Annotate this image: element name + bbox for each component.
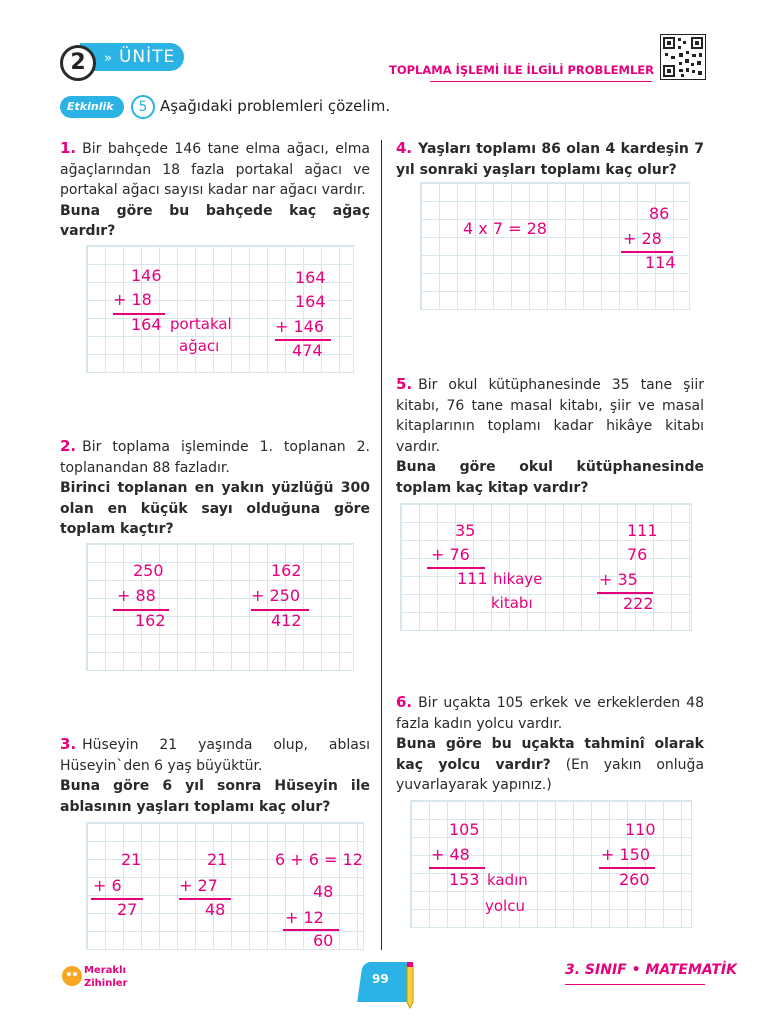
- work-value: 48: [313, 882, 334, 901]
- logo-line-2: Zihinler: [84, 978, 128, 989]
- problem-number: 6.: [396, 693, 413, 711]
- work-value: 110: [625, 820, 656, 839]
- work-value: 35: [455, 521, 476, 540]
- problem-number: 4.: [396, 139, 413, 157]
- logo-line-1: Meraklı: [84, 965, 126, 976]
- problem-question: Birinci toplanan en yakın yüzlüğü 300 olan en küçük sayı olduğuna göre toplam kaçtır?: [60, 480, 370, 537]
- work-value: + 146: [275, 317, 325, 336]
- work-value: + 88: [117, 586, 156, 605]
- topic-underline: [430, 81, 652, 82]
- publisher-logo: [60, 958, 140, 994]
- work-note: hikaye: [493, 570, 543, 588]
- problem-text: Bir bahçede 146 tane elma ağacı, elma ağaçlarından 18 fazla portakal ağacı ve portakal ağacı sayısı kadar nar ağacı vardır.: [60, 141, 370, 198]
- work-value: 222: [623, 594, 654, 613]
- work-value: 86: [649, 204, 670, 223]
- unit-label: » ÜNİTE: [80, 43, 184, 71]
- work-note: portakal: [170, 315, 232, 333]
- column-divider: [381, 140, 382, 950]
- problem-question: Buna göre 6 yıl sonra Hüseyin ile ablasının yaşları toplamı kaç olur?: [60, 778, 370, 815]
- work-grid-3: [86, 822, 364, 950]
- double-chevron-icon: »: [104, 51, 113, 66]
- work-grid-2: [86, 543, 354, 671]
- work-value: 76: [627, 545, 648, 564]
- problem-question: Buna göre okul kütüphanesinde toplam kaç kitap vardır?: [396, 459, 704, 496]
- work-value: + 76: [431, 545, 470, 564]
- work-value: 162: [271, 561, 302, 580]
- work-grid-5: [400, 503, 692, 631]
- work-value: 48: [205, 900, 226, 919]
- page-number: 99: [372, 972, 389, 986]
- problem-text: Bir okul kütüphanesinde 35 tane şiir kitabı, 76 tane masal kitabı, şiir ve masal kitaplarının toplamı kadar hikâye kitabı vardır.: [396, 377, 704, 455]
- problem-6: [396, 692, 704, 796]
- problem-text: Hüseyin 21 yaşında olup, ablası Hüseyin`den 6 yaş büyüktür.: [60, 737, 370, 774]
- work-value: + 28: [623, 229, 662, 248]
- work-value: 260: [619, 870, 650, 889]
- work-value: 27: [117, 900, 138, 919]
- work-value: 164: [295, 292, 326, 311]
- problem-4: [396, 138, 704, 180]
- work-value: 474: [292, 341, 323, 360]
- pencil-icon: [402, 960, 418, 1010]
- work-value: 111: [627, 521, 658, 540]
- problem-number: 5.: [396, 375, 413, 393]
- problem-text: Bir uçakta 105 erkek ve erkeklerden 48 fazla kadın yolcu vardır.: [396, 695, 704, 732]
- work-value: 164: [131, 315, 162, 334]
- work-note: ağacı: [179, 337, 220, 355]
- topic-title: TOPLAMA İŞLEMİ İLE İLGİLİ PROBLEMLER: [389, 63, 654, 77]
- grade-underline: [565, 984, 705, 985]
- work-grid-4: [420, 182, 690, 310]
- work-value: 250: [133, 561, 164, 580]
- problem-question: Buna göre bu bahçede kaç ağaç vardır?: [60, 202, 370, 239]
- problem-3: [60, 734, 370, 817]
- work-value: + 35: [599, 570, 638, 589]
- work-equation: 4 x 7 = 28: [463, 219, 547, 238]
- grade-label: 3. SINIF • MATEMATİK: [565, 962, 737, 978]
- activity-instruction: Aşağıdaki problemleri çözelim.: [160, 97, 391, 115]
- problem-1: [60, 138, 370, 242]
- work-value: 105: [449, 820, 480, 839]
- unit-number: 2: [60, 45, 96, 81]
- work-value: 111: [457, 569, 488, 588]
- work-value: 21: [121, 850, 142, 869]
- qr-code-icon[interactable]: [660, 34, 706, 80]
- work-value: + 18: [113, 290, 152, 309]
- work-value: 21: [207, 850, 228, 869]
- work-value: 412: [271, 611, 302, 630]
- activity-badge: Etkinlik: [60, 96, 124, 118]
- problem-number: 2.: [60, 437, 77, 455]
- problem-2: [60, 436, 370, 540]
- work-value: 60: [313, 931, 334, 950]
- work-value: 162: [135, 611, 166, 630]
- work-value: + 6: [93, 876, 122, 895]
- problem-note: (En yakın onluğa yuvarlayarak yapınız.): [396, 756, 705, 793]
- work-grid-1: [86, 245, 354, 373]
- problem-question: Yaşları toplamı 86 olan 4 kardeşin 7 yıl sonraki yaşları toplamı kaç olur?: [396, 141, 704, 178]
- work-note: kadın: [487, 871, 528, 889]
- work-value: + 27: [179, 876, 218, 895]
- work-equation: 6 + 6 = 12: [275, 850, 363, 869]
- work-value: + 48: [431, 845, 470, 864]
- work-note: yolcu: [485, 897, 525, 915]
- problem-text: Bir toplama işleminde 1. toplanan 2. toplanandan 88 fazladır.: [60, 439, 370, 476]
- work-value: 153: [449, 870, 480, 889]
- work-value: 164: [295, 268, 326, 287]
- work-grid-6: [410, 800, 692, 928]
- activity-number: 5: [131, 95, 155, 119]
- problem-question: Buna göre bu uçakta tahminî olarak kaç yolcu vardır?: [396, 736, 704, 773]
- work-note: kitabı: [491, 594, 533, 612]
- work-value: + 150: [601, 845, 651, 864]
- work-value: + 12: [285, 908, 324, 927]
- work-value: 114: [645, 253, 676, 272]
- work-value: + 250: [251, 586, 301, 605]
- problem-number: 1.: [60, 139, 77, 157]
- problem-5: [396, 374, 704, 498]
- problem-number: 3.: [60, 735, 77, 753]
- work-value: 146: [131, 266, 162, 285]
